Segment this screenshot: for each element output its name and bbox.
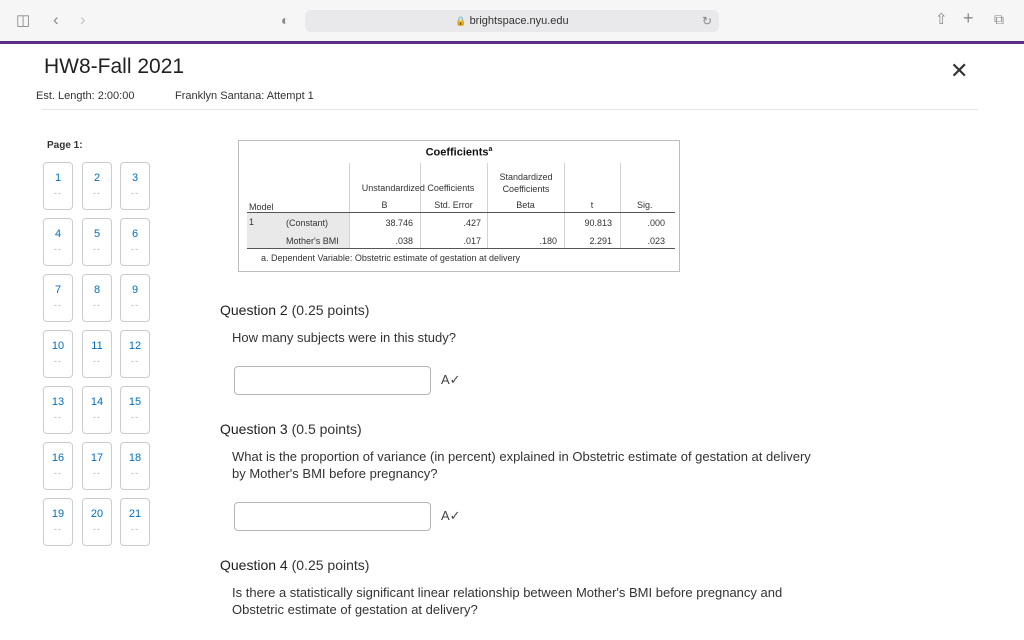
page-status: -- (93, 188, 101, 198)
page-button-10[interactable] (43, 330, 73, 378)
page-number: 14 (90, 396, 104, 408)
cell-beta: .180 (539, 236, 557, 246)
header-rule (247, 212, 675, 213)
header-sig: Sig. (637, 200, 653, 210)
question-4-heading: Question 4 (0.25 points) (220, 557, 370, 573)
page-button-13[interactable] (43, 386, 73, 434)
page-status: -- (54, 356, 62, 366)
spellcheck-icon[interactable]: A✓ (441, 372, 461, 387)
question-3-heading: Question 3 (0.5 points) (220, 421, 362, 437)
page-number: 16 (51, 452, 65, 464)
page-number: 9 (131, 284, 139, 296)
page-button-3[interactable] (120, 162, 150, 210)
page-number: 6 (131, 228, 139, 240)
page-status: -- (93, 300, 101, 310)
question-3-text: What is the proportion of variance (in percent) explained in Obstetric estimate of gestation at delivery by Mother's BMI before pregnancy? (232, 449, 811, 481)
page-number: 21 (128, 508, 142, 520)
page-status: -- (93, 244, 101, 254)
page-button-19[interactable] (43, 498, 73, 546)
question-2-answer-input[interactable] (234, 366, 431, 395)
page-button-12[interactable] (120, 330, 150, 378)
page-button-16[interactable] (43, 442, 73, 490)
page-button-20[interactable] (82, 498, 112, 546)
page-label: Page 1: (47, 140, 83, 151)
page-title: HW8-Fall 2021 (44, 55, 185, 78)
page-button-7[interactable] (43, 274, 73, 322)
page-status: -- (54, 412, 62, 422)
cell-t: 2.291 (589, 236, 612, 246)
page-button-15[interactable] (120, 386, 150, 434)
page-status: -- (54, 300, 62, 310)
lock-icon: 🔒 (455, 16, 467, 26)
page-number: 8 (93, 284, 101, 296)
page-button-5[interactable] (82, 218, 112, 266)
page-status: -- (131, 524, 139, 534)
page-status: -- (54, 468, 62, 478)
header-t: t (590, 200, 594, 210)
page-status: -- (54, 188, 62, 198)
model-number: 1 (249, 217, 255, 227)
page-number: 2 (93, 172, 101, 184)
page-status: -- (131, 412, 139, 422)
page-number: 12 (128, 340, 142, 352)
sidebar-icon[interactable]: ◫ (16, 12, 31, 29)
header-b: B (381, 200, 388, 210)
page-status: -- (93, 412, 101, 422)
page-button-21[interactable] (120, 498, 150, 546)
page-number: 17 (90, 452, 104, 464)
header-std-error: Std. Error (434, 200, 473, 210)
page-button-18[interactable] (120, 442, 150, 490)
close-icon[interactable]: ✕ (950, 58, 969, 83)
page-status: -- (54, 244, 62, 254)
page-status: -- (131, 468, 139, 478)
page-button-1[interactable] (43, 162, 73, 210)
page-button-2[interactable] (82, 162, 112, 210)
question-2-text: How many subjects were in this study? (232, 330, 456, 345)
browser-toolbar (0, 0, 1024, 42)
page-number: 10 (51, 340, 65, 352)
question-2-heading: Question 2 (0.25 points) (220, 302, 370, 318)
cell-b: .038 (395, 236, 413, 246)
table-footnote: a. Dependent Variable: Obstetric estimate of gestation at delivery (261, 253, 520, 263)
page-button-4[interactable] (43, 218, 73, 266)
page-status: -- (131, 188, 139, 198)
cell-sig: .000 (647, 218, 665, 228)
attempt-label: Franklyn Santana: Attempt 1 (175, 90, 314, 102)
est-length: Est. Length: 2:00:00 (36, 90, 135, 102)
page-number: 7 (54, 284, 62, 296)
header-beta: Beta (516, 200, 535, 210)
page-status: -- (93, 468, 101, 478)
row-name: Mother's BMI (286, 236, 339, 246)
back-icon[interactable]: ‹ (53, 10, 59, 29)
header-standardized: Standardized Coefficients (499, 172, 553, 194)
cell-se: .427 (463, 218, 481, 228)
url-text: brightspace.nyu.edu (469, 15, 569, 27)
reload-icon[interactable]: ↻ (701, 14, 712, 28)
header-unstandardized: Unstandardized Coefficients (361, 183, 475, 193)
page-number: 15 (128, 396, 142, 408)
page-status: -- (93, 356, 101, 366)
page-number: 19 (51, 508, 65, 520)
page-status: -- (93, 524, 101, 534)
row-name: (Constant) (286, 218, 329, 228)
table-title: Coefficients$^a$ (425, 146, 493, 159)
page-button-9[interactable] (120, 274, 150, 322)
page-status: -- (131, 356, 139, 366)
page-button-8[interactable] (82, 274, 112, 322)
spellcheck-icon[interactable]: A✓ (441, 508, 461, 523)
header-divider (42, 109, 978, 110)
tabs-overview-icon[interactable]: ⧉ (994, 11, 1004, 27)
question-3-answer-input[interactable] (234, 502, 431, 531)
page-number: 20 (90, 508, 104, 520)
header-model: Model (249, 202, 274, 212)
page-number: 18 (128, 452, 142, 464)
page-number: 1 (54, 172, 62, 184)
share-icon[interactable]: ⇧ (935, 11, 948, 28)
page-number: 11 (91, 340, 103, 352)
page-status: -- (54, 524, 62, 534)
page-status: -- (131, 244, 139, 254)
new-tab-icon[interactable]: + (963, 8, 974, 28)
page-button-14[interactable] (82, 386, 112, 434)
page-button-17[interactable] (82, 442, 112, 490)
question-4-text: Is there a statistically significant linear relationship between Mother's BMI before pregnancy and Obstetric estimate of gestation at delivery? (232, 585, 783, 617)
cell-t: 90.813 (584, 218, 612, 228)
bottom-rule (247, 248, 675, 249)
address-bar[interactable] (305, 10, 719, 32)
page-button-11[interactable] (82, 330, 112, 378)
cell-sig: .023 (647, 236, 665, 246)
page-number: 4 (54, 228, 62, 240)
brand-accent-bar (0, 41, 1024, 44)
forward-icon[interactable]: › (80, 10, 86, 29)
coefficients-table (238, 140, 680, 272)
page-button-6[interactable] (120, 218, 150, 266)
page-number: 3 (131, 172, 139, 184)
cell-se: .017 (463, 236, 481, 246)
page-number: 13 (51, 396, 65, 408)
shield-icon[interactable]: ◐ (281, 12, 290, 28)
page-status: -- (131, 300, 139, 310)
cell-b: 38.746 (385, 218, 413, 228)
page-number: 5 (93, 228, 101, 240)
